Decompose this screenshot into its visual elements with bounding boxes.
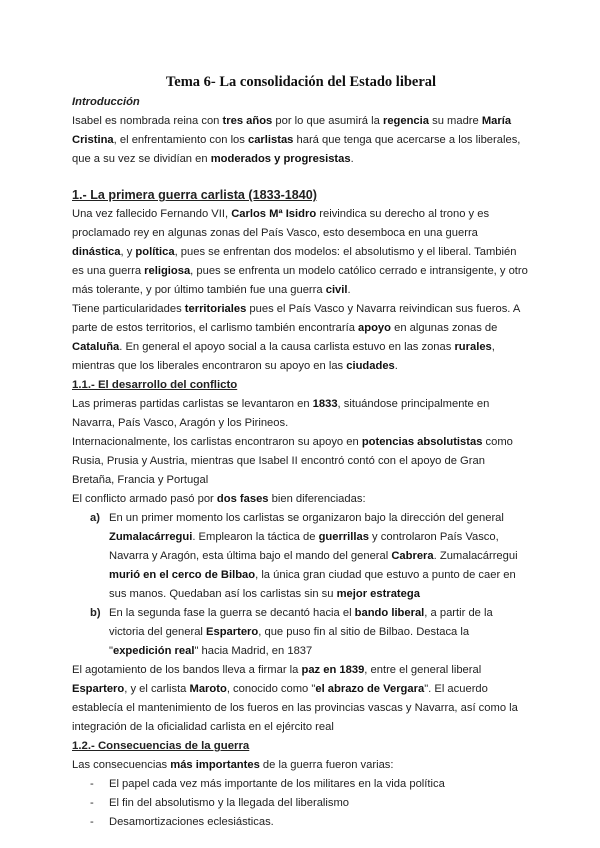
section-1-1-paragraph-3: El conflicto armado pasó por dos fases bien diferenciadas: bbox=[72, 493, 366, 505]
list-item bbox=[72, 813, 530, 832]
bold-text: rurales bbox=[454, 341, 492, 353]
section-1-1-paragraph-4: El agotamiento de los bandos lleva a firmar la paz en 1839, entre el general liberal Espartero, y el carlista Maroto, conocido como "el abrazo de Vergara". El acuerdo establecía el mantenimiento de los fueros en las provincias vascas y Navarra, así como la integración de la oficialidad carlista en el ejército real bbox=[72, 664, 518, 733]
list-marker: - bbox=[90, 797, 94, 809]
bold-text: guerrillas bbox=[318, 531, 369, 543]
section-1-heading: 1.- La primera guerra carlista (1833-1840) bbox=[72, 188, 318, 202]
section-1-2-heading: 1.2.- Consecuencias de la guerra bbox=[72, 740, 250, 752]
list-marker: b) bbox=[90, 607, 101, 619]
bold-text: Espartero bbox=[72, 683, 125, 695]
bold-text: civil bbox=[325, 284, 348, 296]
bold-text: Zumalacárregui bbox=[109, 531, 193, 543]
bold-text: territoriales bbox=[184, 303, 247, 315]
list-item-text: Desamortizaciones eclesiásticas. bbox=[109, 816, 274, 828]
list-item-text: El fin del absolutismo y la llegada del liberalismo bbox=[109, 797, 350, 809]
bold-text: potencias absolutistas bbox=[361, 436, 483, 448]
section-1-paragraph-2: Tiene particularidades territoriales pues el País Vasco y Navarra reivindican sus fueros. A parte de estos territorios, el carlismo también encontraría apoyo en algunas zonas de Cataluña. En general el apoyo social a la causa carlista estuvo en las zonas rurales, mientras que los liberales encontraron su apoyo en las ciudades. bbox=[72, 303, 520, 372]
bold-text: dos fases bbox=[216, 493, 269, 505]
page-title: Tema 6- La consolidación del Estado liberal bbox=[165, 74, 437, 90]
bold-text: el abrazo de Vergara bbox=[315, 683, 425, 695]
bold-text: política bbox=[135, 246, 175, 258]
consequences-list bbox=[72, 775, 530, 832]
phases-list bbox=[72, 509, 530, 661]
list-item-text: El papel cada vez más importante de los militares en la vida política bbox=[109, 778, 445, 790]
bold-text: más importantes bbox=[170, 759, 260, 771]
bold-text: carlistas bbox=[247, 134, 294, 146]
bold-text: Carlos Mª Isidro bbox=[231, 208, 317, 220]
bold-text: regencia bbox=[382, 115, 429, 127]
list-item bbox=[72, 509, 530, 604]
intro-paragraph: Isabel es nombrada reina con tres años por lo que asumirá la regencia su madre María Cristina, el enfrentamiento con los carlistas hará que tenga que acercarse a los liberales, que a su vez se dividían en moderados y progresistas. bbox=[72, 115, 521, 165]
list-item-text: En un primer momento los carlistas se organizaron bajo la dirección del general Zumalacárregui. Emplearon la táctica de guerrillas y controlaron País Vasco, Navarra y Aragón, esta última bajo el mando del general Cabrera. Zumalacárregui murió en el cerco de Bilbao, la única gran ciudad que estuvo a punto de caer en sus manos. Quedaban así los carlistas sin su mejor estratega bbox=[109, 512, 518, 600]
list-marker: a) bbox=[90, 512, 100, 524]
bold-text: moderados y progresistas bbox=[210, 153, 351, 165]
list-item bbox=[72, 775, 530, 794]
document-page bbox=[72, 74, 530, 832]
section-1-1-paragraph-1: Las primeras partidas carlistas se levantaron en 1833, situándose principalmente en Navarra, País Vasco, Aragón y los Pirineos. bbox=[72, 398, 490, 429]
bold-text: Cataluña bbox=[72, 341, 120, 353]
list-item bbox=[72, 604, 530, 661]
bold-text: Maroto bbox=[189, 683, 227, 695]
bold-text: Espartero bbox=[206, 626, 259, 638]
intro-heading: Introducción bbox=[72, 96, 140, 108]
list-marker: - bbox=[90, 778, 94, 790]
bold-text: expedición real bbox=[112, 645, 195, 657]
section-1-paragraph-1: Una vez fallecido Fernando VII, Carlos Mª Isidro reivindica su derecho al trono y es proclamado rey en algunas zonas del País Vasco, esto desemboca en una guerra dinástica, y política, pues se enfrentan dos modelos: el absolutismo y el liberal. También es una guerra religiosa, pues se enfrenta un modelo católico cerrado e intransigente, y otro más tolerante, y por último también fue una guerra civil. bbox=[72, 208, 528, 296]
section-1-2-paragraph-1: Las consecuencias más importantes de la guerra fueron varias: bbox=[72, 759, 394, 771]
bold-text: Cabrera bbox=[391, 550, 434, 562]
section-1-1-paragraph-2: Internacionalmente, los carlistas encontraron su apoyo en potencias absolutistas como Rusia, Prusia y Austria, mientras que Isabel II encontró contó con el apoyo de Gran Bretaña, Francia y Portugal bbox=[72, 436, 513, 486]
section-1-1-heading: 1.1.- El desarrollo del conflicto bbox=[72, 379, 238, 391]
bold-text: 1833 bbox=[312, 398, 338, 410]
bold-text: tres años bbox=[222, 115, 273, 127]
bold-text: paz en 1839 bbox=[301, 664, 365, 676]
bold-text: dinástica bbox=[72, 246, 121, 258]
bold-text: murió en el cerco de Bilbao bbox=[109, 569, 256, 581]
list-marker: - bbox=[90, 816, 94, 828]
bold-text: ciudades bbox=[346, 360, 395, 372]
list-item-text: En la segunda fase la guerra se decantó hacia el bando liberal, a partir de la victoria del general Espartero, que puso fin al sitio de Bilbao. Destaca la "expedición real" hacia Madrid, en 1837 bbox=[109, 607, 493, 657]
bold-text: religiosa bbox=[144, 265, 191, 277]
bold-text: bando liberal bbox=[354, 607, 425, 619]
bold-text: María Cristina bbox=[72, 115, 512, 146]
bold-text: mejor estratega bbox=[336, 588, 420, 600]
bold-text: apoyo bbox=[358, 322, 391, 334]
list-item bbox=[72, 794, 530, 813]
